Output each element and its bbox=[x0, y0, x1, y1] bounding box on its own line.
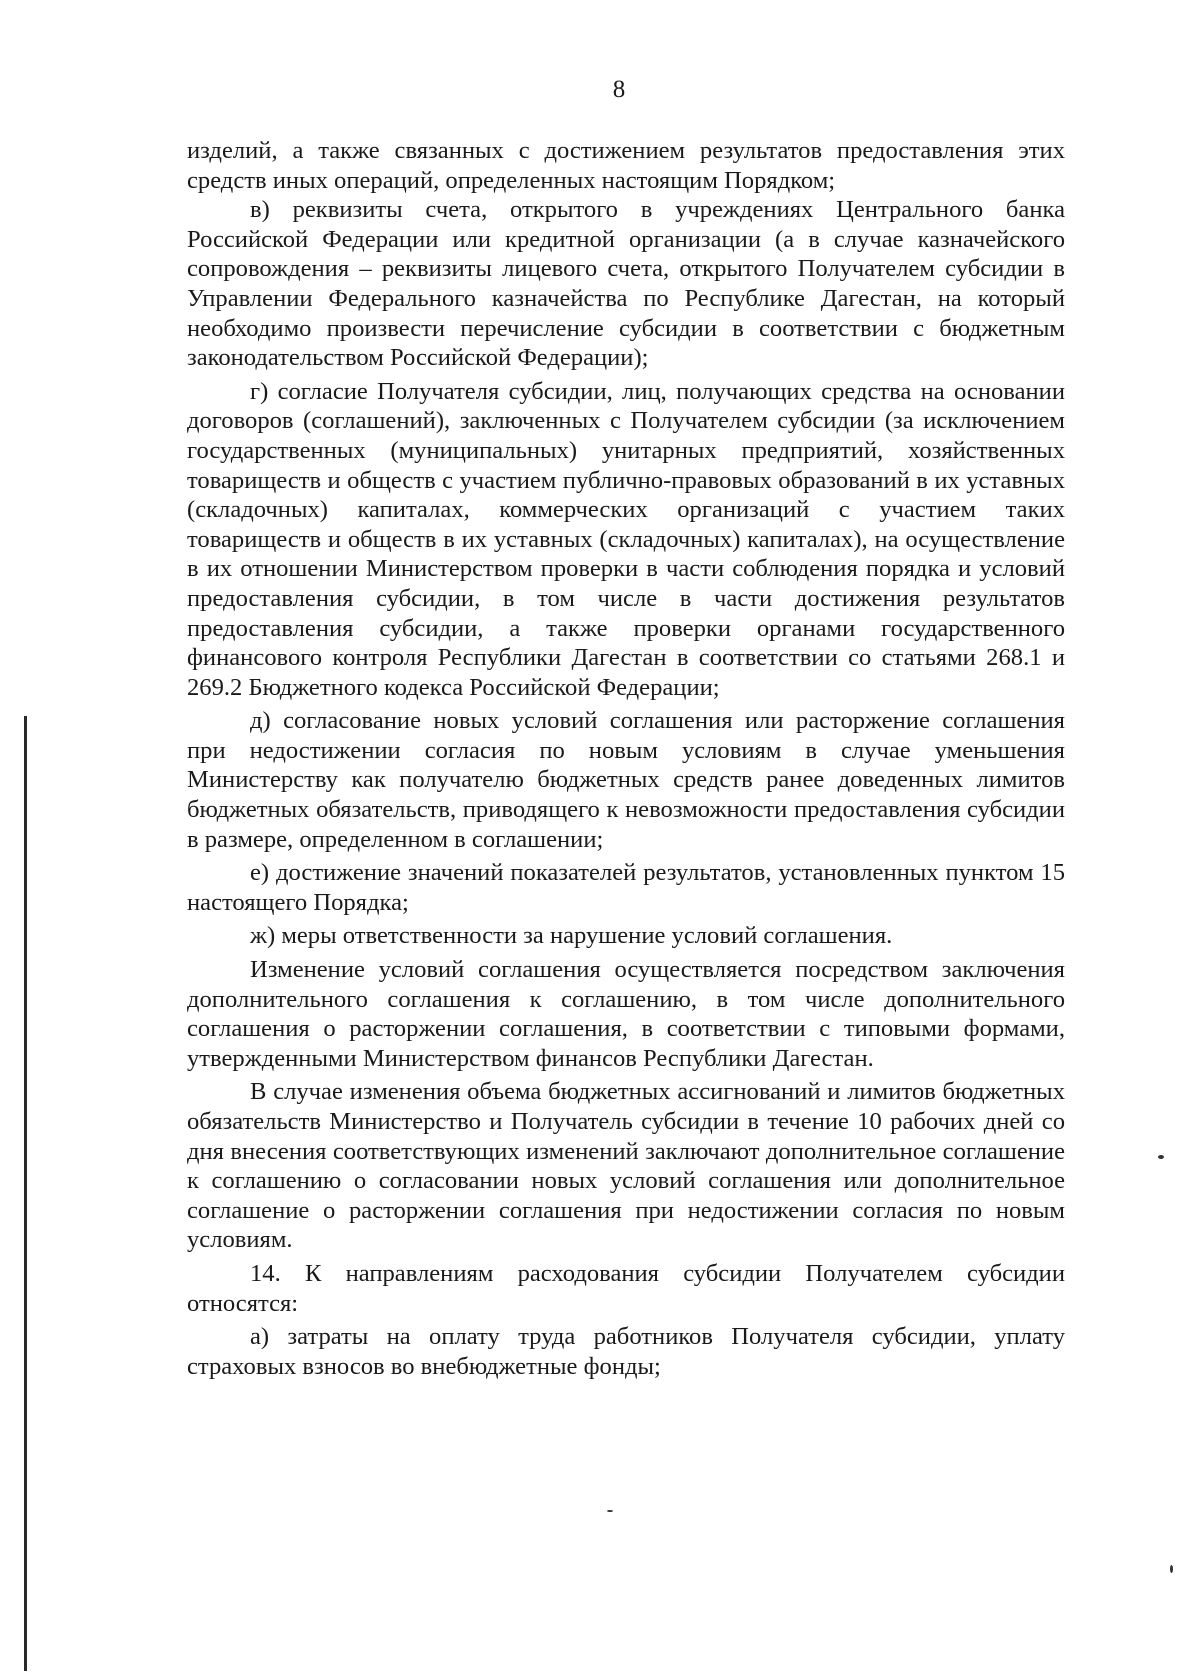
paragraph-amendment: Изменение условий соглашения осуществляется посредством заключения дополнительного соглашения к соглашению, в том числе дополнительного соглашения о расторжении соглашения, в соответствии с типовыми формами, утвержденными Министерством финансов Республики Дагестан. bbox=[187, 956, 1065, 1072]
page-number: 8 bbox=[612, 76, 626, 103]
paragraph-continuation: изделий, а также связанных с достижением результатов предоставления этих средств иных операций, определенных настоящим Порядком; bbox=[187, 137, 1065, 194]
paragraph-item-d: д) согласование новых условий соглашения или расторжение соглашения при недостижении согласия по новым условиям в случае уменьшения Министерству как получателю бюджетных средств ранее доведенных лимитов бюджетных обязательств, приводящего к невозможности предоставления субсидии в размере, определенном в соглашении; bbox=[187, 707, 1065, 853]
scan-edge-line bbox=[24, 716, 27, 1671]
paragraph-budget-change: В случае изменения объема бюджетных ассигнований и лимитов бюджетных обязательств Министерство и Получатель субсидии в течение 10 рабочих дней со дня внесения соответствующих изменений заключают дополнительное соглашение к соглашению о согласовании новых условий соглашения или дополнительное соглашение о расторжении соглашения при недостижении согласия по новым условиям. bbox=[187, 1078, 1065, 1254]
paragraph-item-a: а) затраты на оплату труда работников Получателя субсидии, уплату страховых взносов во внебюджетные фонды; bbox=[187, 1323, 1065, 1380]
document-body bbox=[187, 136, 1065, 1381]
scan-speck bbox=[1170, 1565, 1173, 1573]
paragraph-item-zh: ж) меры ответственности за нарушение условий соглашения. bbox=[250, 922, 893, 950]
scan-speck bbox=[607, 1510, 613, 1512]
scan-speck bbox=[1158, 1155, 1164, 1159]
paragraph-item-v: в) реквизиты счета, открытого в учреждениях Центрального банка Российской Федерации или кредитной организации (а в случае казначейского сопровождения – реквизиты лицевого счета, открытого Получателем субсидии в Управлении Федерального казначейства по Республике Дагестан, на который необходимо произвести перечисление субсидии в соответствии с бюджетным законодательством Российской Федерации); bbox=[187, 196, 1065, 372]
paragraph-section-14: 14. К направлениям расходования субсидии Получателем субсидии относятся: bbox=[187, 1259, 1065, 1317]
paragraph-item-e: е) достижение значений показателей результатов, установленных пунктом 15 настоящего Порядка; bbox=[187, 859, 1065, 916]
paragraph-item-g: г) согласие Получателя субсидии, лиц, получающих средства на основании договоров (соглашений), заключенных с Получателем субсидии (за исключением государственных (муниципальных) унитарных предприятий, хозяйственных товариществ и обществ с участием публично-правовых образований в их уставных (складочных) капиталах, коммерческих организаций с участием таких товариществ и обществ в их уставных (складочных) капиталах), на осуществление в их отношении Министерством проверки в части соблюдения порядка и условий предоставления субсидии, в том числе в части достижения результатов предоставления субсидии, а также проверки органами государственного финансового контроля Республики Дагестан в соответствии со статьями 268.1 и 269.2 Бюджетного кодекса Российской Федерации; bbox=[187, 377, 1065, 701]
